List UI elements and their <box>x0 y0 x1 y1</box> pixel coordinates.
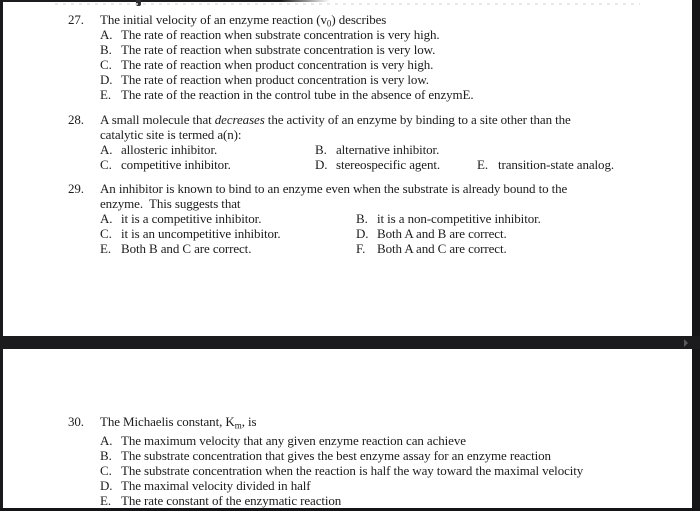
option-text: The rate of reaction when product concentration is very low. <box>121 72 429 87</box>
option-letter: D. <box>100 72 113 87</box>
option-letter: A. <box>100 142 113 157</box>
answer-option <box>100 157 231 172</box>
answer-option <box>477 157 614 172</box>
option-text: The maximum velocity that any given enzyme reaction can achieve <box>121 433 466 448</box>
option-text: Both B and C are correct. <box>121 241 252 256</box>
answer-option-row <box>100 448 692 463</box>
text-segment: The Michaelis constant, K <box>100 414 235 429</box>
option-text: allosteric inhibitor. <box>121 142 218 157</box>
question-number: 27. <box>68 12 84 27</box>
option-letter: F. <box>356 241 366 256</box>
option-letter: A. <box>100 211 113 226</box>
answer-option <box>100 72 429 87</box>
question-body <box>100 112 692 172</box>
option-text: it is a competitive inhibitor. <box>121 211 262 226</box>
text-segment: , is <box>241 414 257 429</box>
option-letter: E. <box>100 241 111 256</box>
option-text: The rate constant of the enzymatic reaction <box>121 493 342 508</box>
option-letter: C. <box>100 226 112 241</box>
answer-option <box>100 478 311 493</box>
question-text-line <box>100 181 692 196</box>
page-divider-bar <box>0 336 700 349</box>
option-letter: E. <box>100 87 111 102</box>
text-segment: ) describes <box>331 12 387 27</box>
option-text: The rate of reaction when product concentration is very high. <box>121 57 434 72</box>
answer-option-row <box>100 493 692 508</box>
option-text: Both A and B are correct. <box>377 226 507 241</box>
option-letter: B. <box>315 142 327 157</box>
text-segment: enzyme. This suggests that <box>100 196 241 211</box>
answer-option <box>100 226 281 241</box>
option-text: The substrate concentration that gives the best enzyme assay for an enzyme reaction <box>121 448 551 463</box>
option-text: it is a non-competitive inhibitor. <box>377 211 541 226</box>
option-letter: C. <box>100 463 112 478</box>
answer-option <box>356 211 541 226</box>
divider-notch-artifact <box>684 339 688 347</box>
option-text: Both A and C are correct. <box>377 241 507 256</box>
option-text: it is an uncompetitive inhibitor. <box>121 226 281 241</box>
scan-right-edge-bar <box>692 0 700 511</box>
answer-option-row <box>100 226 692 241</box>
answer-option-row <box>100 157 692 172</box>
option-text: alternative inhibitor. <box>336 142 440 157</box>
option-letter: C. <box>100 57 112 72</box>
text-segment: A small molecule that <box>100 112 215 127</box>
question-text-line <box>100 112 692 127</box>
answer-option-row <box>100 57 692 72</box>
option-text: The rate of reaction when substrate concentration is very low. <box>121 42 436 57</box>
answer-option <box>100 211 261 226</box>
answer-option-row <box>100 27 692 42</box>
answer-option-row <box>100 72 692 87</box>
answer-option <box>315 157 440 172</box>
option-letter: B. <box>100 42 112 57</box>
question-number: 29. <box>68 181 84 196</box>
option-letter: E. <box>477 157 488 172</box>
question-body <box>100 414 692 508</box>
question-text-line <box>100 12 692 27</box>
question-body <box>100 12 692 102</box>
subscript-text: m <box>234 420 242 431</box>
answer-option <box>100 433 466 448</box>
option-text: transition-state analog. <box>498 157 615 172</box>
answer-option-row <box>100 241 692 256</box>
option-letter: D. <box>315 157 328 172</box>
question-block <box>0 112 692 172</box>
answer-option <box>100 241 251 256</box>
text-segment: The initial velocity of an enzyme reaction (v <box>100 12 327 27</box>
question-block <box>0 414 692 508</box>
italic-text: decreases <box>214 112 265 127</box>
subscript-text: 0 <box>326 18 332 29</box>
option-letter: D. <box>356 226 369 241</box>
option-letter: C. <box>100 157 112 172</box>
scan-faint-remnant-line <box>55 3 640 5</box>
text-segment: An inhibitor is known to bind to an enzyme even when the substrate is already bound to the <box>100 181 568 196</box>
option-letter: D. <box>100 478 113 493</box>
answer-option <box>356 241 507 256</box>
answer-option <box>100 87 474 102</box>
answer-option-row <box>100 478 692 493</box>
answer-option <box>100 27 440 42</box>
answer-option-row <box>100 463 692 478</box>
answer-option-row <box>100 42 692 57</box>
scan-top-partial-line <box>0 0 330 2</box>
answer-option <box>100 42 435 57</box>
answer-option-row <box>100 211 692 226</box>
answer-option <box>100 463 583 478</box>
question-block <box>0 12 692 102</box>
option-letter: A. <box>100 27 113 42</box>
option-text: The substrate concentration when the reaction is half the way toward the maximal velocity <box>121 463 584 478</box>
option-text: The rate of reaction when substrate concentration is very high. <box>121 27 440 42</box>
answer-option <box>100 448 551 463</box>
question-number: 28. <box>68 112 84 127</box>
answer-option-row <box>100 142 692 157</box>
option-text: stereospecific agent. <box>336 157 441 172</box>
option-letter: E. <box>100 493 111 508</box>
option-text: The rate of the reaction in the control tube in the absence of enzymE. <box>121 87 474 102</box>
text-segment: catalytic site is termed a(n): <box>100 127 242 142</box>
answer-option <box>100 142 217 157</box>
question-text-line <box>100 196 692 211</box>
option-letter: A. <box>100 433 113 448</box>
question-block <box>0 181 692 256</box>
answer-option <box>315 142 439 157</box>
text-segment: the activity of an enzyme by binding to a site other than the <box>264 112 571 127</box>
answer-option <box>356 226 507 241</box>
answer-option <box>100 493 341 508</box>
option-letter: B. <box>100 448 112 463</box>
answer-option-row <box>100 87 692 102</box>
question-text-line <box>100 414 692 429</box>
option-letter: B. <box>356 211 368 226</box>
option-text: The maximal velocity divided in half <box>121 478 311 493</box>
answer-option <box>100 57 433 72</box>
option-text: competitive inhibitor. <box>121 157 231 172</box>
question-number: 30. <box>68 414 84 429</box>
question-text-line <box>100 127 692 142</box>
answer-option-row <box>100 433 692 448</box>
question-body <box>100 181 692 256</box>
